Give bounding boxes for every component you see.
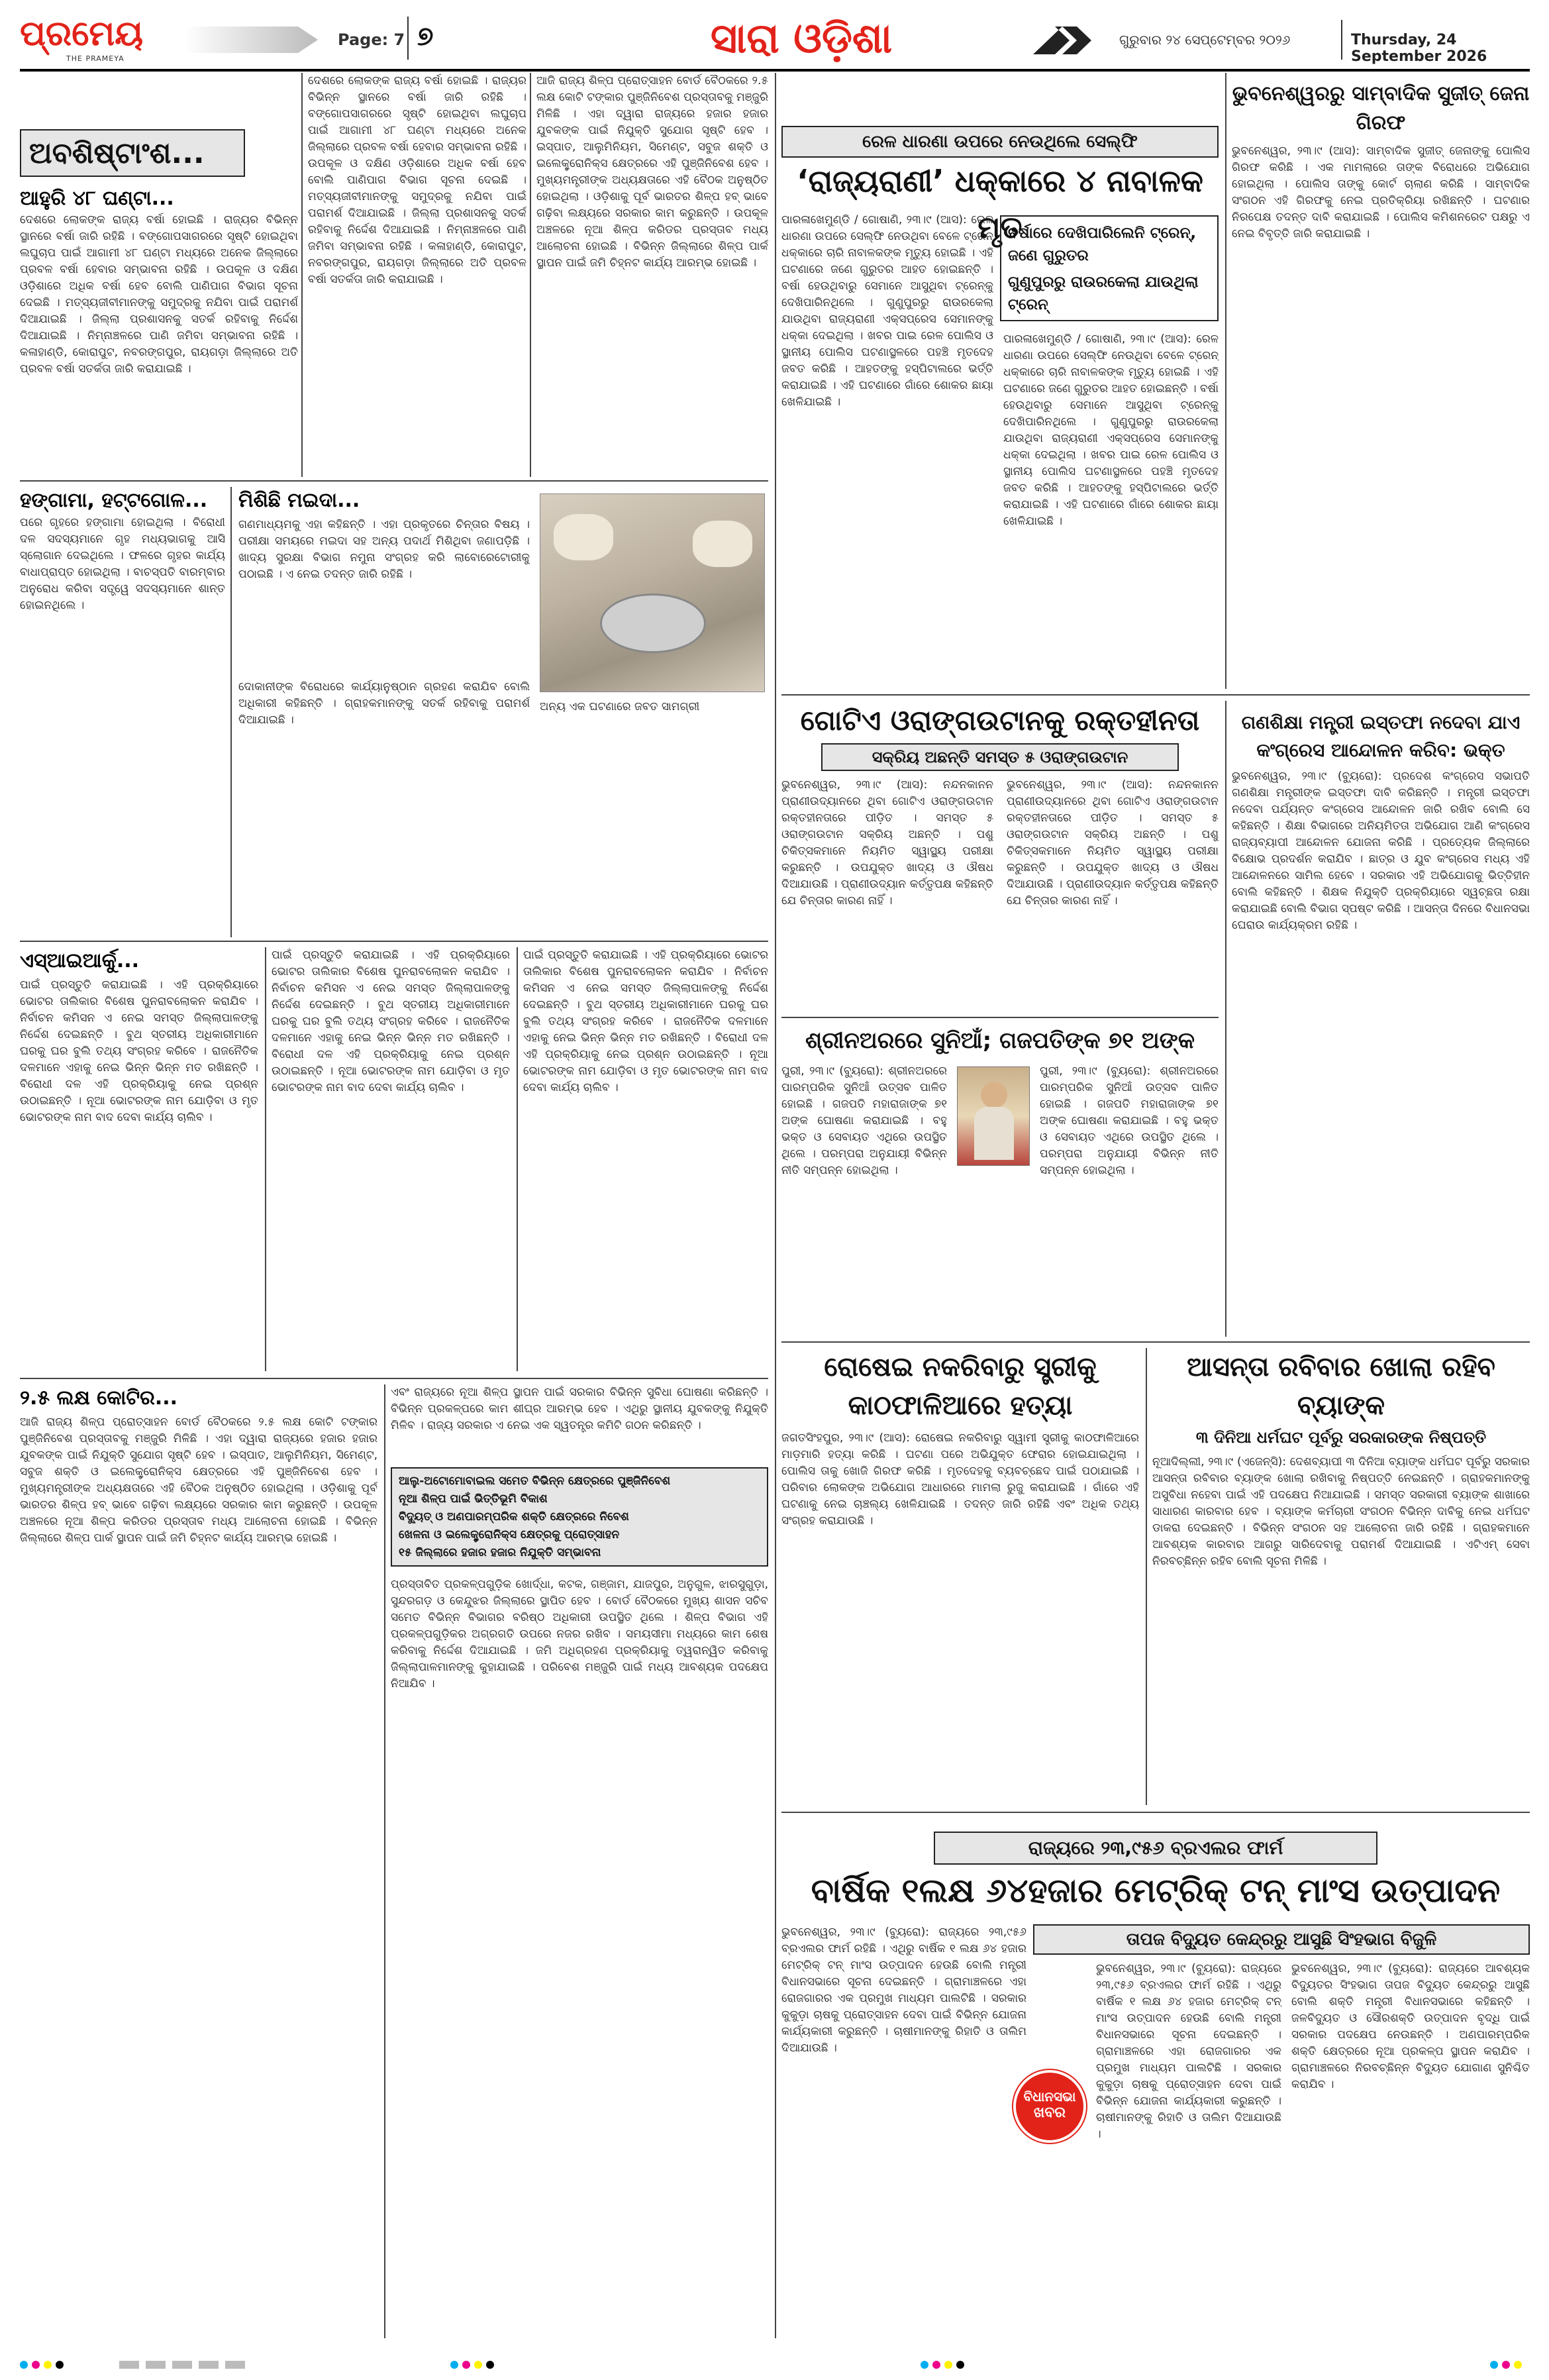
section-title: ସାରା ଓଡ଼ିଶା xyxy=(710,14,893,62)
story-body: ଭୁବନେଶ୍ୱର, ୨୩।୯ (ବ୍ୟୁରୋ): ରାଜ୍ୟରେ ୨୩,୯୫୬ ବ୍ରଏଲର ଫାର୍ମ ରହିଛି । ଏଥିରୁ ବାର୍ଷିକ ୧ ଲକ୍ଷ ୬୪ ହଜାର ମେଟ୍ରିକ୍ ଟନ୍ ମାଂସ ଉତ୍ପାଦନ ହେଉଛି ବୋଲି ମନ୍ତ୍ରୀ ବିଧାନସଭାରେ ସୂଚନା ଦେଇଛନ୍ତି । ଗ୍ରାମାଞ୍ଚଳରେ ଏହା ରୋଜଗାରର ଏକ ପ୍ରମୁଖ ମାଧ୍ୟମ ପାଲଟିଛି । ସରକାର କୁକୁଡ଼ା ଚାଷକୁ ପ୍ରୋତ୍ସାହନ ଦେବା ପାଇଁ ବିଭିନ୍ନ ଯୋଜନା କାର୍ଯ୍ୟକାରୀ କରୁଛନ୍ତି । ଚାଷୀମାନଙ୍କୁ ରିହାତି ଓ ତାଲିମ ଦିଆଯାଉଛି । xyxy=(781,1926,1026,2055)
story-house-uproar xyxy=(20,487,225,937)
highlight-item: ଖେଳନା ଓ ଇଲେକ୍ଟ୍ରୋନିକ୍ସ କ୍ଷେତ୍ରକୁ ପ୍ରୋତ୍ସାହନ xyxy=(399,1528,620,1541)
story-journalist-arrest xyxy=(1232,79,1530,689)
top-story xyxy=(781,126,1219,689)
story-subhead: ତାପଜ ବିଦ୍ୟୁତ କେନ୍ଦ୍ରରୁ ଆସୁଛି ସିଂହଭାଗ ବିଜୁଳି xyxy=(1033,1924,1530,1955)
date-odia: ଗୁରୁବାର ୨୪ ସେପ୍ଟେମ୍ବର ୨୦୨୬ xyxy=(1119,32,1291,48)
story-headline: ଭୁବନେଶ୍ୱରରୁ ସାମ୍ବାଦିକ ସୁଜୀତ୍ ଜେନା ଗିରଫ xyxy=(1232,82,1530,134)
bullet-1: ବର୍ଷାରେ ଦେଖିପାରିଲେନି ଟ୍ରେନ୍, ଜଣେ ଗୁରୁତର xyxy=(1008,225,1197,264)
logo xyxy=(20,13,172,66)
story-body: ପରେ ଗୃହରେ ହଙ୍ଗାମା ହୋଇଥିଲା । ବିରୋଧୀ ଦଳ ସଦସ୍ୟମାନେ ଗୃହ ମଧ୍ୟଭାଗକୁ ଆସି ସ୍ଲୋଗାନ ଦେଇଥିଲେ । ଫଳରେ ଗୃହର କାର୍ଯ୍ୟ ବାଧାପ୍ରାପ୍ତ ହୋଇଥିଲା । ବାଚସ୍ପତି ବାରମ୍ବାର ଅନୁରୋଧ କରିବା ସତ୍ତ୍ୱେ ସଦସ୍ୟମାନେ ଶାନ୍ତ ହୋଇନଥିଲେ । xyxy=(20,516,225,612)
story-adulterated-flour xyxy=(238,487,768,937)
assembly-news-badge: ବିଧାନସଭା ଖବର xyxy=(1013,2070,1086,2143)
story-heading: ୨.୫ ଲକ୍ଷ କୋଟିର... xyxy=(20,1386,178,1410)
news-photo xyxy=(540,493,765,692)
story-heading: ଏସ୍ଆଇଆର୍କୁ... xyxy=(20,949,140,972)
story-headline: ‘ରାଜ୍ୟରାଣୀ’ ଧକ୍କାରେ ୪ ନାବାଳକ ମୃତ xyxy=(797,163,1203,245)
story-kicker: ସକ୍ରିୟ ଅଛନ୍ତି ସମସ୍ତ ୫ ଓରାଙ୍ଗଉଟାନ xyxy=(821,743,1179,771)
photo-caption: ଅନ୍ୟ ଏକ ଘଟଣାରେ ଜବତ ସାମଗ୍ରୀ xyxy=(540,700,700,713)
story-heading: ମିଶିଛି ମଇଦା... xyxy=(238,489,360,512)
story-body-col3: ପାଇଁ ପ୍ରସ୍ତୁତି କରାଯାଇଛି । ଏହି ପ୍ରକ୍ରିୟାରେ ଭୋଟର ତାଲିକାର ବିଶେଷ ପୁନରାବଲୋକନ କରାଯିବ । ନିର୍ବାଚନ କମିସନ ଏ ନେଇ ସମସ୍ତ ଜିଲ୍ଲାପାଳଙ୍କୁ ନିର୍ଦ୍ଦେଶ ଦେଇଛନ୍ତି । ବୁଥ ସ୍ତରୀୟ ଅଧିକାରୀମାନେ ଘରକୁ ଘର ବୁଲି ତଥ୍ୟ ସଂଗ୍ରହ କରିବେ । ରାଜନୈତିକ ଦଳମାନେ ଏହାକୁ ନେଇ ଭିନ୍ନ ଭିନ୍ନ ମତ ରଖିଛନ୍ତି । ବିରୋଧୀ ଦଳ ଏହି ପ୍ରକ୍ରିୟାକୁ ନେଇ ପ୍ରଶ୍ନ ଉଠାଇଛନ୍ତି । ନୂଆ ଭୋଟରଙ୍କ ନାମ ଯୋଡ଼ିବା ଓ ମୃତ ଭୋଟରଙ୍କ ନାମ ବାଦ ଦେବା କାର୍ଯ୍ୟ ଚାଲିବ । xyxy=(523,949,768,1094)
logo-subtext: THE PRAMEYA xyxy=(66,54,125,63)
story-body: ଭୁବନେଶ୍ୱର, ୨୩।୯ (ବ୍ୟୁରୋ): ପ୍ରଦେଶ କଂଗ୍ରେସ ସଭାପତି ଗଣଶିକ୍ଷା ମନ୍ତ୍ରୀଙ୍କ ଇସ୍ତଫା ଦାବି କରିଛନ୍ତି । ମନ୍ତ୍ରୀ ଇସ୍ତଫା ନଦେବା ପର୍ଯ୍ୟନ୍ତ କଂଗ୍ରେସ ଆନ୍ଦୋଳନ ଜାରି ରଖିବ ବୋଲି ସେ କହିଛନ୍ତି । ଶିକ୍ଷା ବିଭାଗରେ ଅନିୟମିତତା ଅଭିଯୋଗ ଆଣି କଂଗ୍ରେସ ରାଜ୍ୟବ୍ୟାପୀ ଆନ୍ଦୋଳନ ଯୋଜନା କରିଛି । ପ୍ରତ୍ୟେକ ଜିଲ୍ଲାରେ ବିକ୍ଷୋଭ ପ୍ରଦର୍ଶନ କରାଯିବ । ଛାତ୍ର ଓ ଯୁବ କଂଗ୍ରେସ ମଧ୍ୟ ଏହି ଆନ୍ଦୋଳନରେ ସାମିଲ ହେବେ । ସରକାର ଏହି ଅଭିଯୋଗକୁ ଭିତ୍ତିହୀନ ବୋଲି କହିଛନ୍ତି । ଶିକ୍ଷକ ନିଯୁକ୍ତି ପ୍ରକ୍ରିୟାରେ ସ୍ୱଚ୍ଛତା ରକ୍ଷା କରାଯାଇଛି ବୋଲି ବିଭାଗ ସ୍ପଷ୍ଟ କରିଛି । ଆସନ୍ତା ଦିନରେ ବିଧାନସଭା ଘେରାଉ କାର୍ଯ୍ୟକ୍ରମ ରହିଛି । xyxy=(1232,770,1530,932)
story-kicker: ରେଳ ଧାରଣା ଉପରେ ନେଉଥିଲେ ସେଲ୍ଫି xyxy=(781,126,1219,158)
highlight-item: ବିଦ୍ୟୁତ୍ ଓ ଅଣପାରମ୍ପରିକ ଶକ୍ତି କ୍ଷେତ୍ରରେ ନିବେଶ xyxy=(399,1510,629,1524)
page-number: ୭ xyxy=(417,21,434,52)
story-srinagar xyxy=(781,1023,1219,1335)
story-body-col2: ପୁରୀ, ୨୩।୯ (ବ୍ୟୁରୋ): ଶ୍ରୀନଅରରେ ପାରମ୍ପରିକ ସୁନିଆଁ ଉତ୍ସବ ପାଳିତ ହୋଇଛି । ଗଜପତି ମହାରାଜାଙ୍କ ୭୧ ଅଙ୍କ ଘୋଷଣା କରାଯାଇଛି । ବହୁ ଭକ୍ତ ଓ ସେବାୟତ ଏଥିରେ ଉପସ୍ଥିତ ଥିଲେ । ପରମ୍ପରା ଅନୁଯାୟୀ ବିଭିନ୍ନ ନୀତି ସମ୍ପନ୍ନ ହୋଇଥିଲା । xyxy=(1040,1064,1219,1177)
story-body: ପାରଳାଖେମୁଣ୍ଡି / ଗୋଷାଣି, ୨୩।୯ (ଆସ): ରେଳ ଧାରଣା ଉପରେ ସେଲ୍ଫି ନେଉଥିବା ବେଳେ ଟ୍ରେନ୍ ଧକ୍କାରେ ଚାରି ନାବାଳକଙ୍କ ମୃତ୍ୟୁ ହୋଇଛି । ଏହି ଘଟଣାରେ ଜଣେ ଗୁରୁତର ଆହତ ହୋଇଛନ୍ତି । ବର୍ଷା ହେଉଥିବାରୁ ସେମାନେ ଆସୁଥିବା ଟ୍ରେନ୍କୁ ଦେଖିପାରିନଥିଲେ । ଗୁଣୁପୁରରୁ ରାଉରକେଲା ଯାଉଥିବା ରାଜ୍ୟରାଣୀ ଏକ୍ସପ୍ରେସ ସେମାନଙ୍କୁ ଧକ୍କା ଦେଇଥିଲା । ଖବର ପାଇ ରେଳ ପୋଲିସ ଓ ସ୍ଥାନୀୟ ପୋଲିସ ଘଟଣାସ୍ଥଳରେ ପହଞ୍ଚି ମୃତଦେହ ଜବତ କରିଛି । ଆହତଙ୍କୁ ହସ୍ପିଟାଲରେ ଭର୍ତ୍ତି କରାଯାଇଛି । ଏହି ଘଟଣାରେ ଗାଁରେ ଶୋକର ଛାୟା ଖେଳିଯାଇଛି । xyxy=(781,213,993,409)
story-headline: ରୋଷେଇ ନକରିବାରୁ ସ୍ତ୍ରୀକୁ କାଠଫାଳିଆରେ ହତ୍ୟା xyxy=(824,1352,1097,1421)
story-body: ଭୁବନେଶ୍ୱର, ୨୩।୯ (ଆସ): ନନ୍ଦନକାନନ ପ୍ରାଣୀଉଦ୍ୟାନରେ ଥିବା ଗୋଟିଏ ଓରାଙ୍ଗଉଟାନ ରକ୍ତହୀନତାରେ ପୀଡ଼ିତ । ସମସ୍ତ ୫ ଓରାଙ୍ଗଉଟାନ ସକ୍ରିୟ ଅଛନ୍ତି । ପଶୁ ଚିକିତ୍ସକମାନେ ନିୟମିତ ସ୍ୱାସ୍ଥ୍ୟ ପରୀକ୍ଷା କରୁଛନ୍ତି । ଉପଯୁକ୍ତ ଖାଦ୍ୟ ଓ ଔଷଧ ଦିଆଯାଉଛି । ପ୍ରାଣୀଉଦ୍ୟାନ କର୍ତ୍ତୃପକ୍ଷ କହିଛନ୍ତି ଯେ ଚିନ୍ତାର କାରଣ ନାହିଁ । xyxy=(781,778,993,907)
story-body-col2: ଭୁବନେଶ୍ୱର, ୨୩।୯ (ବ୍ୟୁରୋ): ରାଜ୍ୟରେ ୨୩,୯୫୬ ବ୍ରଏଲର ଫାର୍ମ ରହିଛି । ଏଥିରୁ ବାର୍ଷିକ ୧ ଲକ୍ଷ ୬୪ ହଜାର ମେଟ୍ରିକ୍ ଟନ୍ ମାଂସ ଉତ୍ପାଦନ ହେଉଛି ବୋଲି ମନ୍ତ୍ରୀ ବିଧାନସଭାରେ ସୂଚନା ଦେଇଛନ୍ତି । ଗ୍ରାମାଞ୍ଚଳରେ ଏହା ରୋଜଗାରର ଏକ ପ୍ରମୁଖ ମାଧ୍ୟମ ପାଲଟିଛି । ସରକାର କୁକୁଡ଼ା ଚାଷକୁ ପ୍ରୋତ୍ସାହନ ଦେବା ପାଇଁ ବିଭିନ୍ନ ଯୋଜନା କାର୍ଯ୍ୟକାରୀ କରୁଛନ୍ତି । ଚାଷୀମାନଙ୍କୁ ରିହାତି ଓ ତାଲିମ ଦିଆଯାଉଛି । xyxy=(1096,1962,1281,2141)
story-body-right-cont: ପ୍ରସ୍ତାବିତ ପ୍ରକଳ୍ପଗୁଡ଼ିକ ଖୋର୍ଦ୍ଧା, କଟକ, ଗଞ୍ଜାମ, ଯାଜପୁର, ଅନୁଗୁଳ, ଝାରସୁଗୁଡ଼ା, ସୁନ୍ଦରଗଡ଼ ଓ କେନ୍ଦୁଝର ଜିଲ୍ଲାରେ ସ୍ଥାପିତ ହେବ । ବୋର୍ଡ ବୈଠକରେ ମୁଖ୍ୟ ଶାସନ ସଚିବ ସମେତ ବିଭିନ୍ନ ବିଭାଗର ବରିଷ୍ଠ ଅଧିକାରୀ ଉପସ୍ଥିତ ଥିଲେ । ଶିଳ୍ପ ବିଭାଗ ଏହି ପ୍ରକଳ୍ପଗୁଡ଼ିକର ଅଗ୍ରଗତି ଉପରେ ନଜର ରଖିବ । ସମୟସୀମା ମଧ୍ୟରେ କାମ ଶେଷ କରିବାକୁ ନିର୍ଦ୍ଦେଶ ଦିଆଯାଇଛି । ଜମି ଅଧିଗ୍ରହଣ ପ୍ରକ୍ରିୟାକୁ ତ୍ୱରାନ୍ୱିତ କରିବାକୁ ଜିଲ୍ଲାପାଳମାନଙ୍କୁ କୁହାଯାଇଛି । ପରିବେଶ ମଞ୍ଜୁରି ପାଇଁ ମଧ୍ୟ ଆବଶ୍ୟକ ପଦକ୍ଷେପ ନିଆଯିବ । xyxy=(391,1578,768,1690)
story-investment xyxy=(20,1384,768,2338)
story-rain-continued-right: ଦେଶରେ ଲୋକଙ୍କ ରାଜ୍ୟ ବର୍ଷା ହୋଇଛି । ରାଜ୍ୟର ବିଭିନ୍ନ ସ୍ଥାନରେ ବର୍ଷା ଜାରି ରହିଛି । ବଙ୍ଗୋପସାଗରରେ ସୃଷ୍ଟି ହୋଇଥିବା ଲଘୁଚାପ ପାଇଁ ଆଗାମୀ ୪୮ ଘଣ୍ଟା ମଧ୍ୟରେ ଅନେକ ଜିଲ୍ଲାରେ ପ୍ରବଳ ବର୍ଷା ହେବାର ସମ୍ଭାବନା ରହିଛି । ଉପକୂଳ ଓ ଦକ୍ଷିଣ ଓଡ଼ିଶାରେ ଅଧିକ ବର୍ଷା ହେବ ବୋଲି ପାଣିପାଗ ବିଭାଗ ସୂଚନା ଦେଇଛି । ମତ୍ସ୍ୟଜୀବୀମାନଙ୍କୁ ସମୁଦ୍ରକୁ ନଯିବା ପାଇଁ ପରାମର୍ଶ ଦିଆଯାଇଛି । ଜିଲ୍ଲା ପ୍ରଶାସନକୁ ସତର୍କ ରହିବାକୁ ନିର୍ଦ୍ଦେଶ ଦିଆଯାଇଛି । ନିମ୍ନାଞ୍ଚଳରେ ପାଣି ଜମିବା ସମ୍ଭାବନା ରହିଛି । କଳାହାଣ୍ଡି, କୋରାପୁଟ, ନବରଙ୍ଗପୁର, ରାୟଗଡ଼ା ଜିଲ୍ଲାରେ ଅତି ପ୍ରବଳ ବର୍ଷା ସତର୍କତା ଜାରି କରାଯାଇଛି । xyxy=(308,74,526,286)
story-heading: ହଙ୍ଗାମା, ହଟ୍ଟଗୋଳ... xyxy=(20,489,208,512)
story-body-right: ଏବଂ ରାଜ୍ୟରେ ନୂଆ ଶିଳ୍ପ ସ୍ଥାପନ ପାଇଁ ସରକାର ବିଭିନ୍ନ ସୁବିଧା ଘୋଷଣା କରିଛନ୍ତି । ବିଭିନ୍ନ ପ୍ରକଳ୍ପରେ କାମ ଶୀଘ୍ର ଆରମ୍ଭ ହେବ । ଏଥିରୁ ସ୍ଥାନୀୟ ଯୁବକଙ୍କୁ ନିଯୁକ୍ତି ମିଳିବ । ରାଜ୍ୟ ସରକାର ଏ ନେଇ ଏକ ସ୍ୱତନ୍ତ୍ର କମିଟି ଗଠନ କରିଛନ୍ତି । xyxy=(391,1386,768,1432)
highlights-box xyxy=(391,1467,768,1567)
story-body: ପୁରୀ, ୨୩।୯ (ବ୍ୟୁରୋ): ଶ୍ରୀନଅରରେ ପାରମ୍ପରିକ ସୁନିଆଁ ଉତ୍ସବ ପାଳିତ ହୋଇଛି । ଗଜପତି ମହାରାଜାଙ୍କ ୭୧ ଅଙ୍କ ଘୋଷଣା କରାଯାଇଛି । ବହୁ ଭକ୍ତ ଓ ସେବାୟତ ଏଥିରେ ଉପସ୍ଥିତ ଥିଲେ । ପରମ୍ପରା ଅନୁଯାୟୀ ବିଭିନ୍ନ ନୀତି ସମ୍ପନ୍ନ ହୋଇଥିଲା । xyxy=(781,1064,947,1177)
story-body: ଭୁବନେଶ୍ୱର, ୨୩।୯ (ଆସ): ସାମ୍ବାଦିକ ସୁଜୀତ୍ ଜେନାଙ୍କୁ ପୋଲିସ ଗିରଫ କରିଛି । ଏକ ମାମଲାରେ ତାଙ୍କ ବିରୋଧରେ ଅଭିଯୋଗ ହୋଇଥିଲା । ପୋଲିସ ତାଙ୍କୁ କୋର୍ଟ ଚାଲାଣ କରିଛି । ସାମ୍ବାଦିକ ସଂଗଠନ ଏହି ଗିରଫକୁ ନେଇ ପ୍ରତିକ୍ରିୟା ରଖିଛନ୍ତି । ଘଟଣାର ନିରପେକ୍ଷ ତଦନ୍ତ ଦାବି କରାଯାଇଛି । ପୋଲିସ କମିଶନରେଟ ପକ୍ଷରୁ ଏ ନେଇ ବିବୃତ୍ତି ଜାରି କରାଯାଇଛି । xyxy=(1232,144,1530,240)
story-headline: ଆସନ୍ତା ରବିବାର ଖୋଲା ରହିବ ବ୍ୟାଙ୍କ xyxy=(1187,1352,1495,1421)
page-label: Page: 7 xyxy=(338,30,405,49)
story-body: ନୂଆଦିଲ୍ଲୀ, ୨୩।୯ (ଏଜେନ୍ସି): ଦେଶବ୍ୟାପୀ ୩ ଦିନିଆ ବ୍ୟାଙ୍କ ଧର୍ମଘଟ ପୂର୍ବରୁ ସରକାର ଆସନ୍ତା ରବିବାର ବ୍ୟାଙ୍କ ଖୋଲା ରଖିବାକୁ ନିଷ୍ପତ୍ତି ନେଇଛନ୍ତି । ଗ୍ରାହକମାନଙ୍କୁ ଅସୁବିଧା ନହେବା ପାଇଁ ଏହି ପଦକ୍ଷେପ ନିଆଯାଇଛି । ସମସ୍ତ ସରକାରୀ ବ୍ୟାଙ୍କ ଶାଖାରେ ସାଧାରଣ କାରବାର ହେବ । ବ୍ୟାଙ୍କ କର୍ମଚାରୀ ସଂଗଠନ ବିଭିନ୍ନ ଦାବିକୁ ନେଇ ଧର୍ମଘଟ ଡାକରା ଦେଇଛନ୍ତି । ବିଭିନ୍ନ ସଂଗଠନ ସହ ଆଲୋଚନା ଜାରି ରହିଛି । ଗ୍ରାହକମାନେ ଆବଶ୍ୟକ କାରବାର ଆଗରୁ ସାରିଦେବାକୁ ପରାମର୍ଶ ଦିଆଯାଇଛି । ଏଟିଏମ୍ ସେବା ନିରବଚ୍ଛିନ୍ନ ରହିବ ବୋଲି ସୂଚନା ମିଳିଛି । xyxy=(1152,1455,1530,1568)
story-body: ପାଇଁ ପ୍ରସ୍ତୁତି କରାଯାଇଛି । ଏହି ପ୍ରକ୍ରିୟାରେ ଭୋଟର ତାଲିକାର ବିଶେଷ ପୁନରାବଲୋକନ କରାଯିବ । ନିର୍ବାଚନ କମିସନ ଏ ନେଇ ସମସ୍ତ ଜିଲ୍ଲାପାଳଙ୍କୁ ନିର୍ଦ୍ଦେଶ ଦେଇଛନ୍ତି । ବୁଥ ସ୍ତରୀୟ ଅଧିକାରୀମାନେ ଘରକୁ ଘର ବୁଲି ତଥ୍ୟ ସଂଗ୍ରହ କରିବେ । ରାଜନୈତିକ ଦଳମାନେ ଏହାକୁ ନେଇ ଭିନ୍ନ ଭିନ୍ନ ମତ ରଖିଛନ୍ତି । ବିରୋଧୀ ଦଳ ଏହି ପ୍ରକ୍ରିୟାକୁ ନେଇ ପ୍ରଶ୍ନ ଉଠାଇଛନ୍ତି । ନୂଆ ଭୋଟରଙ୍କ ନାମ ଯୋଡ଼ିବା ଓ ମୃତ ଭୋଟରଙ୍କ ନାମ ବାଦ ଦେବା କାର୍ଯ୍ୟ ଚାଲିବ । xyxy=(20,978,258,1124)
story-body-col2: ପାଇଁ ପ୍ରସ୍ତୁତି କରାଯାଇଛି । ଏହି ପ୍ରକ୍ରିୟାରେ ଭୋଟର ତାଲିକାର ବିଶେଷ ପୁନରାବଲୋକନ କରାଯିବ । ନିର୍ବାଚନ କମିସନ ଏ ନେଇ ସମସ୍ତ ଜିଲ୍ଲାପାଳଙ୍କୁ ନିର୍ଦ୍ଦେଶ ଦେଇଛନ୍ତି । ବୁଥ ସ୍ତରୀୟ ଅଧିକାରୀମାନେ ଘରକୁ ଘର ବୁଲି ତଥ୍ୟ ସଂଗ୍ରହ କରିବେ । ରାଜନୈତିକ ଦଳମାନେ ଏହାକୁ ନେଇ ଭିନ୍ନ ଭିନ୍ନ ମତ ରଖିଛନ୍ତି । ବିରୋଧୀ ଦଳ ଏହି ପ୍ରକ୍ରିୟାକୁ ନେଇ ପ୍ରଶ୍ନ ଉଠାଇଛନ୍ତି । ନୂଆ ଭୋଟରଙ୍କ ନାମ ଯୋଡ଼ିବା ଓ ମୃତ ଭୋଟରଙ୍କ ନାମ ବାଦ ଦେବା କାର୍ଯ୍ୟ ଚାଲିବ । xyxy=(272,949,510,1094)
story-body: ଦେଶରେ ଲୋକଙ୍କ ରାଜ୍ୟ ବର୍ଷା ହୋଇଛି । ରାଜ୍ୟର ବିଭିନ୍ନ ସ୍ଥାନରେ ବର୍ଷା ଜାରି ରହିଛି । ବଙ୍ଗୋପସାଗରରେ ସୃଷ୍ଟି ହୋଇଥିବା ଲଘୁଚାପ ପାଇଁ ଆଗାମୀ ୪୮ ଘଣ୍ଟା ମଧ୍ୟରେ ଅନେକ ଜିଲ୍ଲାରେ ପ୍ରବଳ ବର୍ଷା ହେବାର ସମ୍ଭାବନା ରହିଛି । ଉପକୂଳ ଓ ଦକ୍ଷିଣ ଓଡ଼ିଶାରେ ଅଧିକ ବର୍ଷା ହେବ ବୋଲି ପାଣିପାଗ ବିଭାଗ ସୂଚନା ଦେଇଛି । ମତ୍ସ୍ୟଜୀବୀମାନଙ୍କୁ ସମୁଦ୍ରକୁ ନଯିବା ପାଇଁ ପରାମର୍ଶ ଦିଆଯାଇଛି । ଜିଲ୍ଲା ପ୍ରଶାସନକୁ ସତର୍କ ରହିବାକୁ ନିର୍ଦ୍ଦେଶ ଦିଆଯାଇଛି । ନିମ୍ନାଞ୍ଚଳରେ ପାଣି ଜମିବା ସମ୍ଭାବନା ରହିଛି । କଳାହାଣ୍ଡି, କୋରାପୁଟ, ନବରଙ୍ଗପୁର, ରାୟଗଡ଼ା ଜିଲ୍ଲାରେ ଅତି ପ୍ରବଳ ବର୍ଷା ସତର୍କତା ଜାରି କରାଯାଇଛି । xyxy=(20,213,298,376)
header-arrows-right xyxy=(1033,26,1106,54)
story-body: ଗଣମାଧ୍ୟମକୁ ଏହା କହିଛନ୍ତି । ଏହା ପ୍ରକୃତରେ ଚିନ୍ତାର ବିଷୟ । ପରୀକ୍ଷା ସମୟରେ ମଇଦା ସହ ଅନ୍ୟ ପଦାର୍ଥ ମିଶିଥିବା ଜଣାପଡ଼ିଛି । ଖାଦ୍ୟ ସୁରକ୍ଷା ବିଭାଗ ନମୁନା ସଂଗ୍ରହ କରି ଲାବୋରେଟୋରୀକୁ ପଠାଇଛି । ଏ ନେଇ ତଦନ୍ତ ଜାରି ରହିଛି । xyxy=(238,518,530,581)
story-bullets xyxy=(1000,215,1219,321)
date-english: Thursday, 24 September 2026 xyxy=(1351,32,1487,65)
story-body-continued: ଦୋକାନୀଙ୍କ ବିରୋଧରେ କାର୍ଯ୍ୟାନୁଷ୍ଠାନ ଗ୍ରହଣ କରାଯିବ ବୋଲି ଅଧିକାରୀ କହିଛନ୍ତି । ଗ୍ରାହକମାନଙ୍କୁ ସତର୍କ ରହିବାକୁ ପରାମର୍ଶ ଦିଆଯାଇଛି । xyxy=(238,680,530,727)
story-congress-agitation xyxy=(1232,709,1530,1338)
story-headline: ଶ୍ରୀନଅରରେ ସୁନିଆଁ; ଗଜପତିଙ୍କ ୭୧ ଅଙ୍କ xyxy=(805,1027,1195,1054)
print-marks xyxy=(20,2358,1530,2371)
highlight-item: ୧୫ ଜିଲ୍ଲାରେ ହଜାର ହଜାର ନିଯୁକ୍ତି ସମ୍ଭାବନା xyxy=(399,1546,601,1559)
header-arrows-left xyxy=(185,26,318,53)
story-body: ଜଗତସିଂହପୁର, ୨୩।୯ (ଆସ): ରୋଷେଇ ନକରିବାରୁ ସ୍ୱାମୀ ସ୍ତ୍ରୀକୁ କାଠଫାଳିଆରେ ମାଡ଼ମାରି ହତ୍ୟା କରିଛି । ଘଟଣା ପରେ ଅଭିଯୁକ୍ତ ଫେରାର ହୋଇଯାଇଥିଲା । ପୋଲିସ ତାକୁ ଖୋଜି ଗିରଫ କରିଛି । ମୃତଦେହକୁ ବ୍ୟବଚ୍ଛେଦ ପାଇଁ ପଠାଯାଇଛି । ପରିବାର ଲୋକଙ୍କ ଅଭିଯୋଗ ଆଧାରରେ ମାମଲା ରୁଜୁ କରାଯାଇଛି । ଗାଁରେ ଏହି ଘଟଣାକୁ ନେଇ ଚାଞ୍ଚଲ୍ୟ ଖେଳିଯାଇଛି । ତଦନ୍ତ ଜାରି ରହିଛି ଏବଂ ଅଧିକ ତଥ୍ୟ ସଂଗ୍ରହ କରାଯାଉଛି । xyxy=(781,1431,1139,1527)
story-body-col3: ଭୁବନେଶ୍ୱର, ୨୩।୯ (ବ୍ୟୁରୋ): ରାଜ୍ୟରେ ଆବଶ୍ୟକ ବିଦ୍ୟୁତର ସିଂହଭାଗ ତାପଜ ବିଦ୍ୟୁତ କେନ୍ଦ୍ରରୁ ଆସୁଛି ବୋଲି ଶକ୍ତି ମନ୍ତ୍ରୀ ବିଧାନସଭାରେ କହିଛନ୍ତି । ଜଳବିଦ୍ୟୁତ ଓ ସୌରଶକ୍ତି ଉତ୍ପାଦନ ବୃଦ୍ଧି ପାଇଁ ସରକାର ପଦକ୍ଷେପ ନେଉଛନ୍ତି । ଅଣପାରମ୍ପରିକ ଶକ୍ତି କ୍ଷେତ୍ରରେ ନୂଆ ପ୍ରକଳ୍ପ ସ୍ଥାପନ କରାଯିବ । ଗ୍ରାମାଞ୍ଚଳରେ ନିରବଚ୍ଛିନ୍ନ ବିଦ୍ୟୁତ ଯୋଗାଣ ସୁନିଶ୍ଚିତ କରାଯିବ । xyxy=(1291,1962,1530,2091)
story-body-col2: ଭୁବନେଶ୍ୱର, ୨୩।୯ (ଆସ): ନନ୍ଦନକାନନ ପ୍ରାଣୀଉଦ୍ୟାନରେ ଥିବା ଗୋଟିଏ ଓରାଙ୍ଗଉଟାନ ରକ୍ତହୀନତାରେ ପୀଡ଼ିତ । ସମସ୍ତ ୫ ଓରାଙ୍ଗଉଟାନ ସକ୍ରିୟ ଅଛନ୍ତି । ପଶୁ ଚିକିତ୍ସକମାନେ ନିୟମିତ ସ୍ୱାସ୍ଥ୍ୟ ପରୀକ୍ଷା କରୁଛନ୍ତି । ଉପଯୁକ୍ତ ଖାଦ୍ୟ ଓ ଔଷଧ ଦିଆଯାଉଛି । ପ୍ରାଣୀଉଦ୍ୟାନ କର୍ତ୍ତୃପକ୍ଷ କହିଛନ୍ତି ଯେ ଚିନ୍ତାର କାରଣ ନାହିଁ । xyxy=(1007,778,1219,907)
remainder-section-title: ଅବଶିଷ୍ଟାଂଶ... xyxy=(20,129,245,177)
story-meat-production xyxy=(781,1832,1530,2342)
story-kicker: ୩ ଦିନିଆ ଧର୍ମଘଟ ପୂର୍ବରୁ ସରକାରଙ୍କ ନିଷ୍ପତ୍ତି xyxy=(1195,1428,1487,1447)
story-rain-continued xyxy=(20,185,298,470)
story-headline: ଗଣଶିକ୍ଷା ମନ୍ତ୍ରୀ ଇସ୍ତଫା ନଦେବା ଯାଏ କଂଗ୍ରେସ ଆନ୍ଦୋଳନ କରିବ: ଭକ୍ତ xyxy=(1241,711,1521,761)
story-body-col2: ପାରଳାଖେମୁଣ୍ଡି / ଗୋଷାଣି, ୨୩।୯ (ଆସ): ରେଳ ଧାରଣା ଉପରେ ସେଲ୍ଫି ନେଉଥିବା ବେଳେ ଟ୍ରେନ୍ ଧକ୍କାରେ ଚାରି ନାବାଳକଙ୍କ ମୃତ୍ୟୁ ହୋଇଛି । ଏହି ଘଟଣାରେ ଜଣେ ଗୁରୁତର ଆହତ ହୋଇଛନ୍ତି । ବର୍ଷା ହେଉଥିବାରୁ ସେମାନେ ଆସୁଥିବା ଟ୍ରେନ୍କୁ ଦେଖିପାରିନଥିଲେ । ଗୁଣୁପୁରରୁ ରାଉରକେଲା ଯାଉଥିବା ରାଜ୍ୟରାଣୀ ଏକ୍ସପ୍ରେସ ସେମାନଙ୍କୁ ଧକ୍କା ଦେଇଥିଲା । ଖବର ପାଇ ରେଳ ପୋଲିସ ଓ ସ୍ଥାନୀୟ ପୋଲିସ ଘଟଣାସ୍ଥଳରେ ପହଞ୍ଚି ମୃତଦେହ ଜବତ କରିଛି । ଆହତଙ୍କୁ ହସ୍ପିଟାଲରେ ଭର୍ତ୍ତି କରାଯାଇଛି । ଏହି ଘଟଣାରେ ଗାଁରେ ଶୋକର ଛାୟା ଖେଳିଯାଇଛି । xyxy=(1003,333,1219,528)
highlight-item: ଆଲୁ-ଅଟୋମୋବାଇଲ ସମେତ ବିଭିନ୍ନ କ୍ଷେତ୍ରରେ ପୁଞ୍ଜିନିବେଶ xyxy=(399,1475,671,1488)
highlight-item: ନୂଆ ଶିଳ୍ପ ପାଇଁ ଭିତ୍ତିଭୂମି ବିକାଶ xyxy=(399,1492,548,1506)
story-orangutan xyxy=(781,701,1219,1012)
news-photo xyxy=(957,1066,1030,1166)
story-heading: ଆହୁରି ୪୮ ଘଣ୍ଟା... xyxy=(20,187,174,210)
bullet-2: ଗୁଣୁପୁରରୁ ରାଉରକେଲା ଯାଉଥିଲା ଟ୍ରେନ୍ xyxy=(1008,274,1199,313)
story-wife-murder xyxy=(781,1348,1139,1805)
story-rain-continued-right2: ଆଜି ରାଜ୍ୟ ଶିଳ୍ପ ପ୍ରୋତ୍ସାହନ ବୋର୍ଡ ବୈଠକରେ ୨.୫ ଲକ୍ଷ କୋଟି ଟଙ୍କାର ପୁଞ୍ଜିନିବେଶ ପ୍ରସ୍ତାବକୁ ମଞ୍ଜୁରି ମିଳିଛି । ଏହା ଦ୍ୱାରା ରାଜ୍ୟରେ ହଜାର ହଜାର ଯୁବକଙ୍କ ପାଇଁ ନିଯୁକ୍ତି ସୁଯୋଗ ସୃଷ୍ଟି ହେବ । ଇସ୍ପାତ, ଆଲୁମିନିୟମ, ସିମେଣ୍ଟ, ସବୁଜ ଶକ୍ତି ଓ ଇଲେକ୍ଟ୍ରୋନିକ୍ସ କ୍ଷେତ୍ରରେ ଏହି ପୁଞ୍ଜିନିବେଶ ହେବ । ମୁଖ୍ୟମନ୍ତ୍ରୀଙ୍କ ଅଧ୍ୟକ୍ଷତାରେ ଏହି ବୈଠକ ଅନୁଷ୍ଠିତ ହୋଇଥିଲା । ଓଡ଼ିଶାକୁ ପୂର୍ବ ଭାରତର ଶିଳ୍ପ ହବ୍ ଭାବେ ଗଢ଼ିବା ଲକ୍ଷ୍ୟରେ ସରକାର କାମ କରୁଛନ୍ତି । ଉପକୂଳ ଅଞ୍ଚଳରେ ନୂଆ ଶିଳ୍ପ କରିଡର ପ୍ରସ୍ତାବ ମଧ୍ୟ ଆଲୋଚନା ହୋଇଛି । ବିଭିନ୍ନ ଜିଲ୍ଲାରେ ଶିଳ୍ପ ପାର୍କ ସ୍ଥାପନ ପାଇଁ ଜମି ଚିହ୍ନଟ କାର୍ଯ୍ୟ ଆରମ୍ଭ ହୋଇଛି । xyxy=(536,74,768,270)
story-kicker: ରାଜ୍ୟରେ ୨୩,୯୫୬ ବ୍ରଏଲର ଫାର୍ମ xyxy=(934,1832,1377,1865)
story-bank-open xyxy=(1152,1348,1530,1805)
story-body: ଆଜି ରାଜ୍ୟ ଶିଳ୍ପ ପ୍ରୋତ୍ସାହନ ବୋର୍ଡ ବୈଠକରେ ୨.୫ ଲକ୍ଷ କୋଟି ଟଙ୍କାର ପୁଞ୍ଜିନିବେଶ ପ୍ରସ୍ତାବକୁ ମଞ୍ଜୁରି ମିଳିଛି । ଏହା ଦ୍ୱାରା ରାଜ୍ୟରେ ହଜାର ହଜାର ଯୁବକଙ୍କ ପାଇଁ ନିଯୁକ୍ତି ସୁଯୋଗ ସୃଷ୍ଟି ହେବ । ଇସ୍ପାତ, ଆଲୁମିନିୟମ, ସିମେଣ୍ଟ, ସବୁଜ ଶକ୍ତି ଓ ଇଲେକ୍ଟ୍ରୋନିକ୍ସ କ୍ଷେତ୍ରରେ ଏହି ପୁଞ୍ଜିନିବେଶ ହେବ । ମୁଖ୍ୟମନ୍ତ୍ରୀଙ୍କ ଅଧ୍ୟକ୍ଷତାରେ ଏହି ବୈଠକ ଅନୁଷ୍ଠିତ ହୋଇଥିଲା । ଓଡ଼ିଶାକୁ ପୂର୍ବ ଭାରତର ଶିଳ୍ପ ହବ୍ ଭାବେ ଗଢ଼ିବା ଲକ୍ଷ୍ୟରେ ସରକାର କାମ କରୁଛନ୍ତି । ଉପକୂଳ ଅଞ୍ଚଳରେ ନୂଆ ଶିଳ୍ପ କରିଡର ପ୍ରସ୍ତାବ ମଧ୍ୟ ଆଲୋଚନା ହୋଇଛି । ବିଭିନ୍ନ ଜିଲ୍ଲାରେ ଶିଳ୍ପ ପାର୍କ ସ୍ଥାପନ ପାଇଁ ଜମି ଚିହ୍ନଟ କାର୍ଯ୍ୟ ଆରମ୍ଭ ହୋଇଛି । xyxy=(20,1416,377,1545)
story-headline: ଗୋଟିଏ ଓରାଙ୍ଗଉଟାନକୁ ରକ୍ତହୀନତା xyxy=(800,704,1200,737)
masthead xyxy=(20,13,1530,66)
logo-text: ପ୍ରମେୟ xyxy=(20,14,144,54)
story-headline: ବାର୍ଷିକ ୧ଲକ୍ଷ ୬୪ହଜାର ମେଟ୍ରିକ୍ ଟନ୍ ମାଂସ ଉତ୍ପାଦନ xyxy=(811,1871,1501,1910)
story-sir xyxy=(20,947,768,1371)
